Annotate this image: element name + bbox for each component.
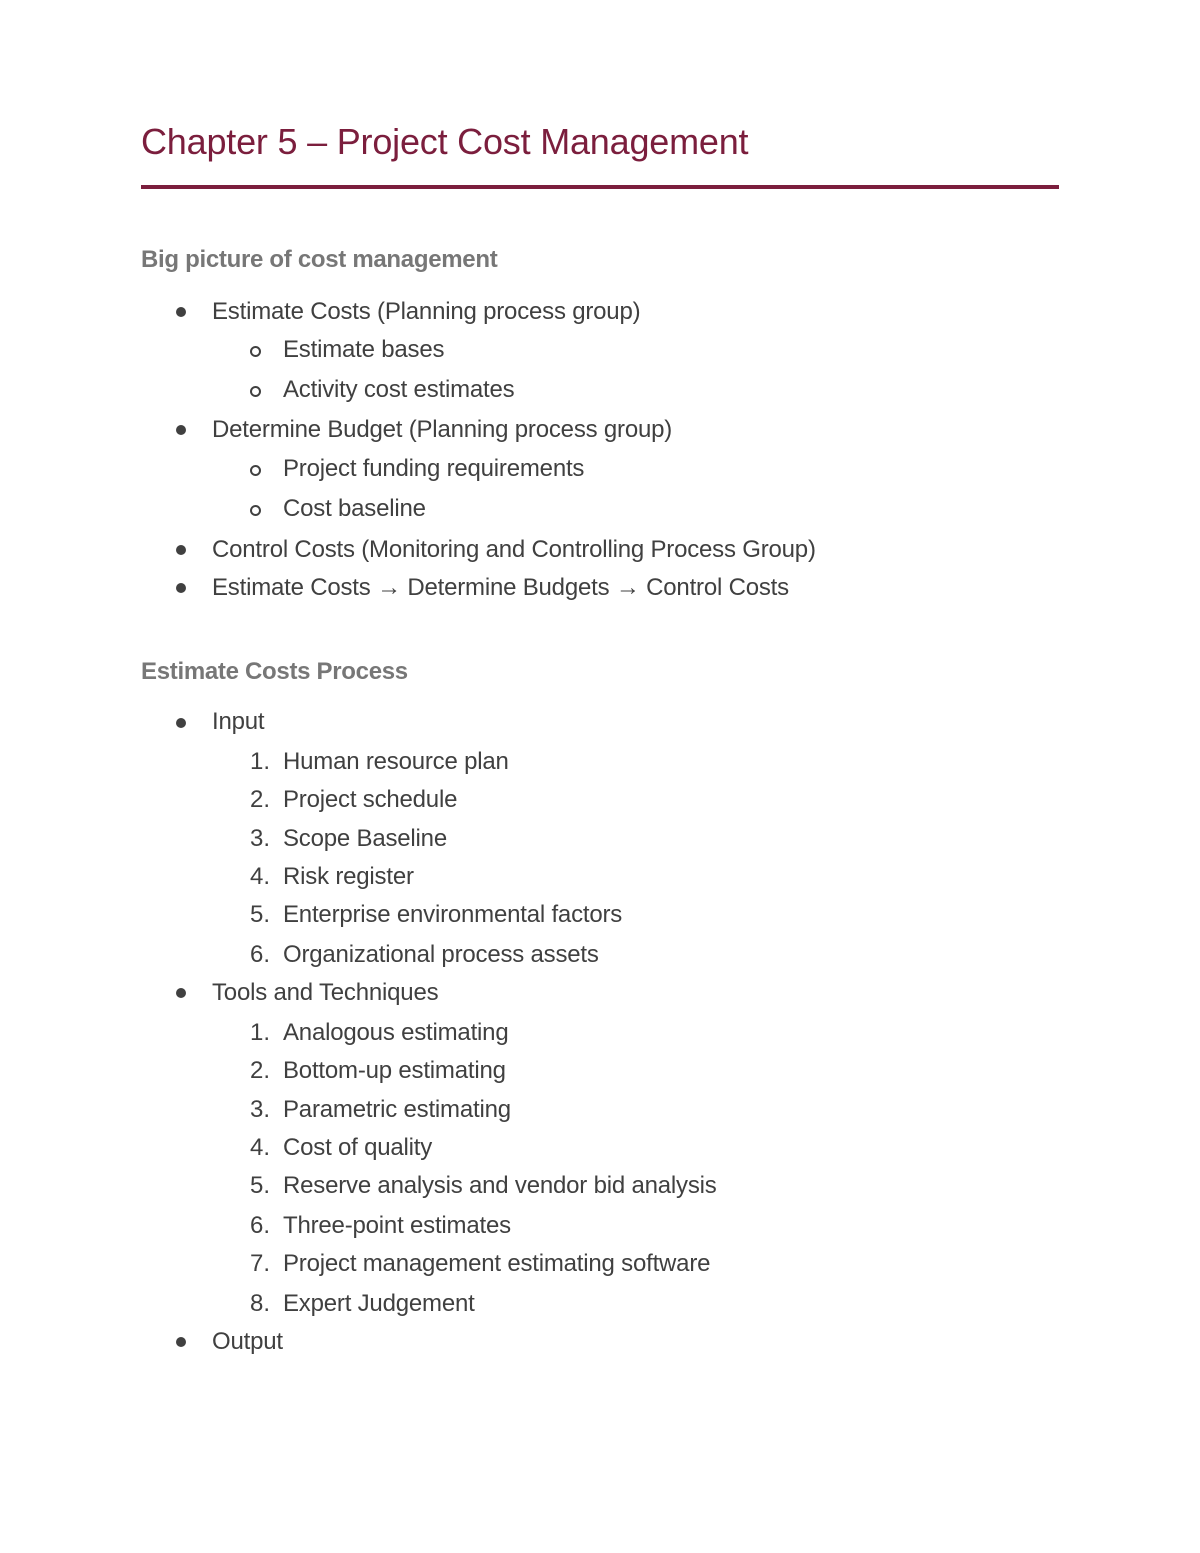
bullet-icon xyxy=(176,583,186,593)
list-item-output: Output xyxy=(212,1328,283,1355)
numbered-item: Project schedule xyxy=(283,786,458,813)
numbered-item: Scope Baseline xyxy=(283,825,447,852)
numbered-item: Enterprise environmental factors xyxy=(283,901,623,928)
list-number: 3. xyxy=(249,825,270,852)
numbered-item: Bottom-up estimating xyxy=(283,1057,506,1084)
process-flow xyxy=(212,572,789,604)
bullet-icon xyxy=(176,718,186,728)
numbered-item: Analogous estimating xyxy=(283,1019,509,1046)
section-heading-estimate-costs: Estimate Costs Process xyxy=(141,658,408,685)
sub-list-item: Activity cost estimates xyxy=(283,376,515,403)
sub-bullet-icon xyxy=(250,465,261,476)
sub-bullet-icon xyxy=(250,386,261,397)
bullet-icon xyxy=(176,545,186,555)
numbered-item: Reserve analysis and vendor bid analysis xyxy=(283,1172,717,1199)
arrow-right-icon: → xyxy=(377,574,401,601)
list-number: 2. xyxy=(249,786,270,813)
flow-step-1: Estimate Costs xyxy=(212,574,371,601)
sub-bullet-icon xyxy=(250,505,261,516)
list-number: 2. xyxy=(249,1057,270,1084)
sub-bullet-icon xyxy=(250,346,261,357)
list-number: 1. xyxy=(249,748,270,775)
sub-list-item: Project funding requirements xyxy=(283,455,585,482)
list-item: Estimate Costs (Planning process group) xyxy=(212,298,641,325)
sub-list-item: Estimate bases xyxy=(283,336,445,363)
list-item: Control Costs (Monitoring and Controlling Process Group) xyxy=(212,536,816,563)
list-item: Determine Budget (Planning process group) xyxy=(212,416,673,443)
list-number: 3. xyxy=(249,1096,270,1123)
flow-step-3: Control Costs xyxy=(646,574,789,601)
list-number: 6. xyxy=(249,941,270,968)
sub-list-item: Cost baseline xyxy=(283,495,426,522)
bullet-icon xyxy=(176,425,186,435)
list-number: 5. xyxy=(249,1172,270,1199)
list-number: 5. xyxy=(249,901,270,928)
numbered-item: Organizational process assets xyxy=(283,941,599,968)
flow-step-2: Determine Budgets xyxy=(407,574,610,601)
arrow-right-icon: → xyxy=(615,574,640,601)
list-item-input: Input xyxy=(212,708,265,735)
list-number: 7. xyxy=(249,1250,270,1277)
list-number: 1. xyxy=(249,1019,270,1046)
page-title: Chapter 5 – Project Cost Management xyxy=(141,121,749,162)
numbered-item: Risk register xyxy=(283,863,414,890)
list-number: 4. xyxy=(249,863,270,890)
section-heading-big-picture: Big picture of cost management xyxy=(141,246,498,273)
bullet-icon xyxy=(176,1337,186,1347)
numbered-item: Parametric estimating xyxy=(283,1096,511,1123)
bullet-icon xyxy=(176,307,186,317)
list-item-tools: Tools and Techniques xyxy=(212,979,439,1006)
numbered-item: Human resource plan xyxy=(283,748,509,775)
numbered-item: Project management estimating software xyxy=(283,1250,711,1277)
numbered-item: Expert Judgement xyxy=(283,1290,475,1317)
list-number: 4. xyxy=(249,1134,270,1161)
list-number: 8. xyxy=(249,1290,270,1317)
list-number: 6. xyxy=(249,1212,270,1239)
title-divider xyxy=(141,185,1059,189)
bullet-icon xyxy=(176,988,186,998)
numbered-item: Cost of quality xyxy=(283,1134,433,1161)
numbered-item: Three-point estimates xyxy=(283,1212,511,1239)
